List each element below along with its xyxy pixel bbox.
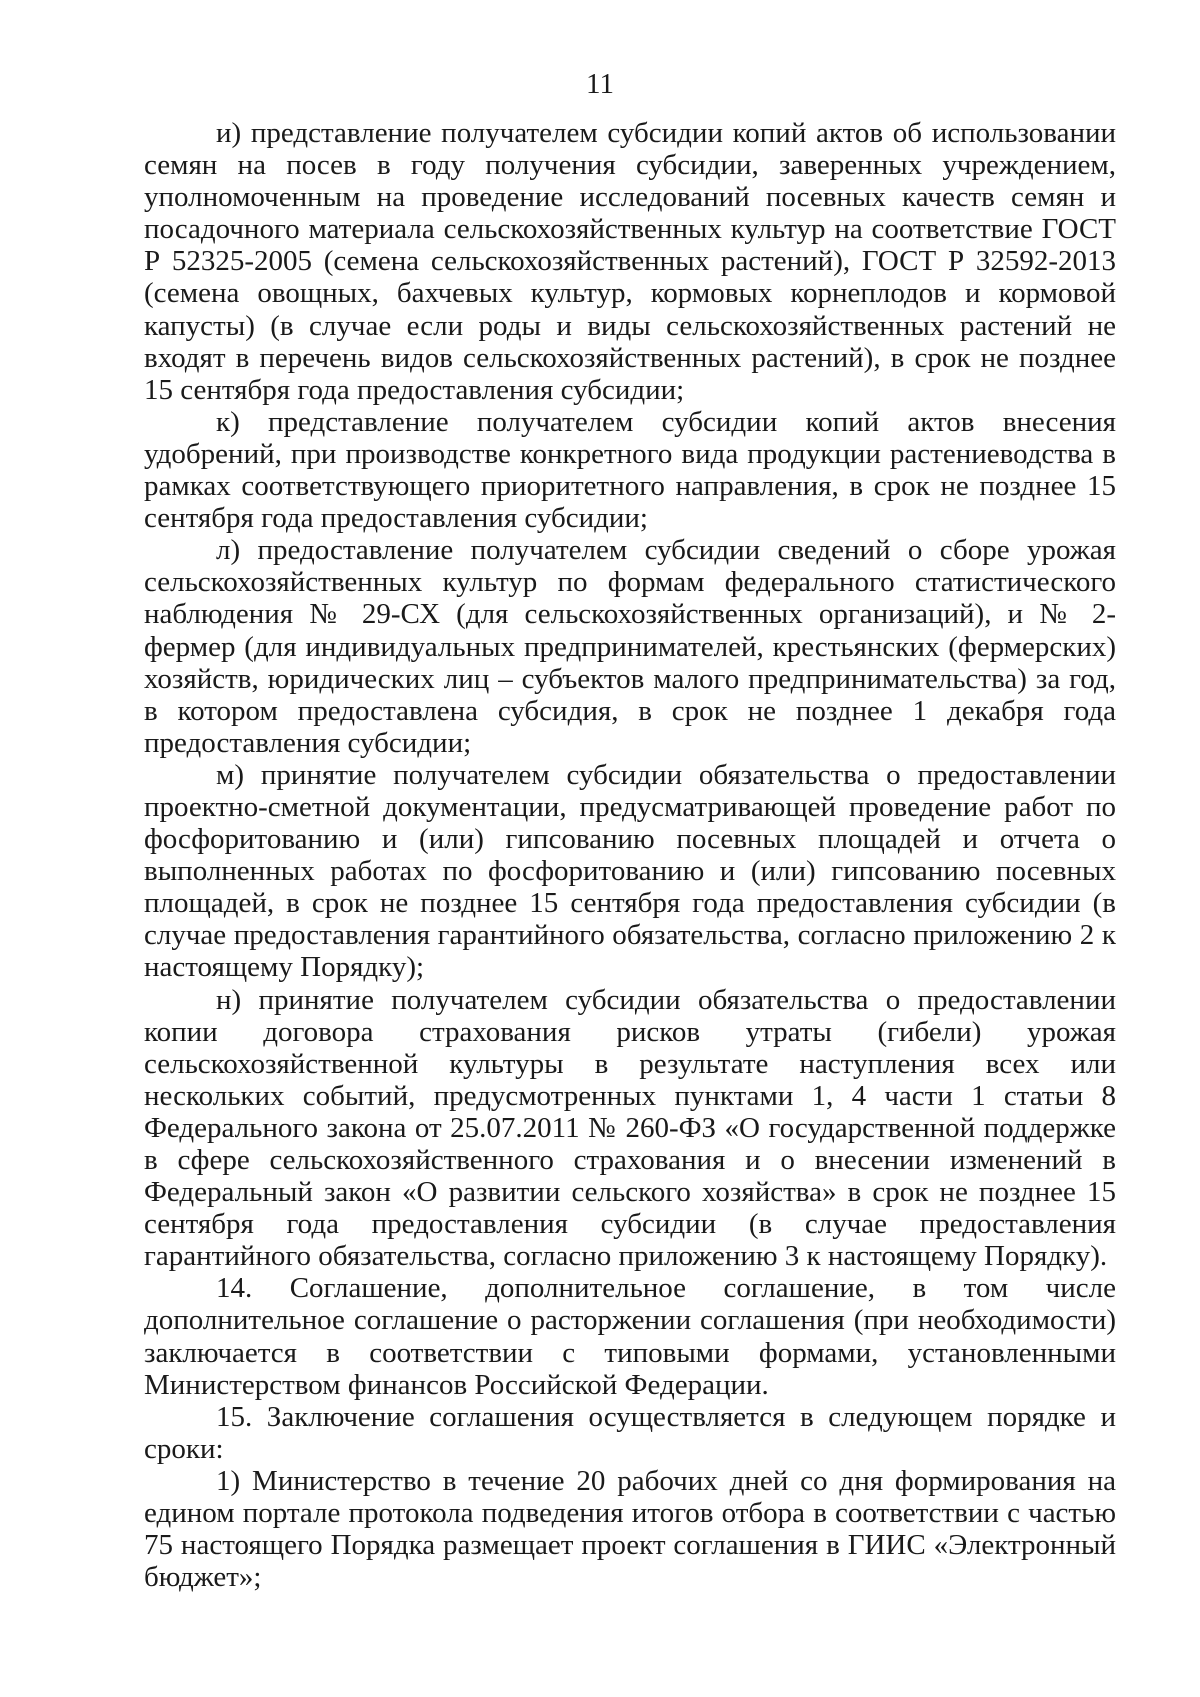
paragraph-item-l: л) предоставление получателем субсидии сведений о сборе урожая сельскохозяйственных культур по формам федерального статистического наблюдения № 29-СХ (для сельскохозяйственных организаций), и № 2-фермер (для индивидуальных предпринимателей, крестьянских (фермерских) хозяйств, юридических лиц – субъектов малого предпринимательства) за год, в котором предоставлена субсидия, в срок не позднее 1 декабря года предоставления субсидии;	[144, 534, 1116, 759]
paragraph-item-k: к) представление получателем субсидии копий актов внесения удобрений, при производстве конкретного вида продукции растениеводства в рамках соответствующего приоритетного направления, в срок не позднее 15 сентября года предоставления субсидии;	[144, 405, 1116, 535]
paragraph-item-m: м) принятие получателем субсидии обязательства о предоставлении проектно-сметной документации, предусматривающей проведение работ по фосфоритованию и (или) гипсованию посевных площадей и отчета о выполненных работах по фосфоритованию и (или) гипсованию посевных площадей, в срок не позднее 15 сентября года предоставления субсидии (в случае предоставления гарантийного обязательства, согласно приложению 2 к настоящему Порядку);	[144, 758, 1116, 984]
paragraph-clause-14: 14. Соглашение, дополнительное соглашение, в том числе дополнительное соглашение о расторжении соглашения (при необходимости) заключается в соответствии с типовыми формами, установленными Министерством финансов Российской Федерации.	[144, 1272, 1116, 1401]
paragraph-item-n: н) принятие получателем субсидии обязательства о предоставлении копии договора страхования рисков утраты (гибели) урожая сельскохозяйственной культуры в результате наступления всех или нескольких событий, предусмотренных пунктами 1, 4 части 1 статьи 8 Федерального закона от 25.07.2011 № 260-ФЗ «О государственной поддержке в сфере сельскохозяйственного страхования и о внесении изменений в Федеральный закон «О развитии сельского хозяйства» в срок не позднее 15 сентября года предоставления субсидии (в случае предоставления гарантийного обязательства, согласно приложению 3 к настоящему Порядку).	[144, 983, 1116, 1273]
page-number: 11	[586, 68, 614, 100]
paragraph-clause-15: 15. Заключение соглашения осуществляется в следующем порядке и сроки:	[144, 1400, 1116, 1465]
document-body	[144, 117, 1116, 1593]
paragraph-item-i: и) представление получателем субсидии копий актов об использовании семян на посев в году получения субсидии, заверенных учреждением, уполномоченным на проведение исследований посевных качеств семян и посадочного материала сельскохозяйственных культур на соответствие ГОСТ Р 52325-2005 (семена сельскохозяйственных растений), ГОСТ Р 32592-2013 (семена овощных, бахчевых культур, кормовых корнеплодов и кормовой капусты) (в случае если роды и виды сельскохозяйственных растений не входят в перечень видов сельскохозяйственных растений), в срок не позднее 15 сентября года предоставления субсидии;	[144, 117, 1116, 406]
paragraph-clause-15-item-1: 1) Министерство в течение 20 рабочих дней со дня формирования на едином портале протокола подведения итогов отбора в соответствии с частью 75 настоящего Порядка размещает проект соглашения в ГИИС «Электронный бюджет»;	[144, 1464, 1116, 1594]
